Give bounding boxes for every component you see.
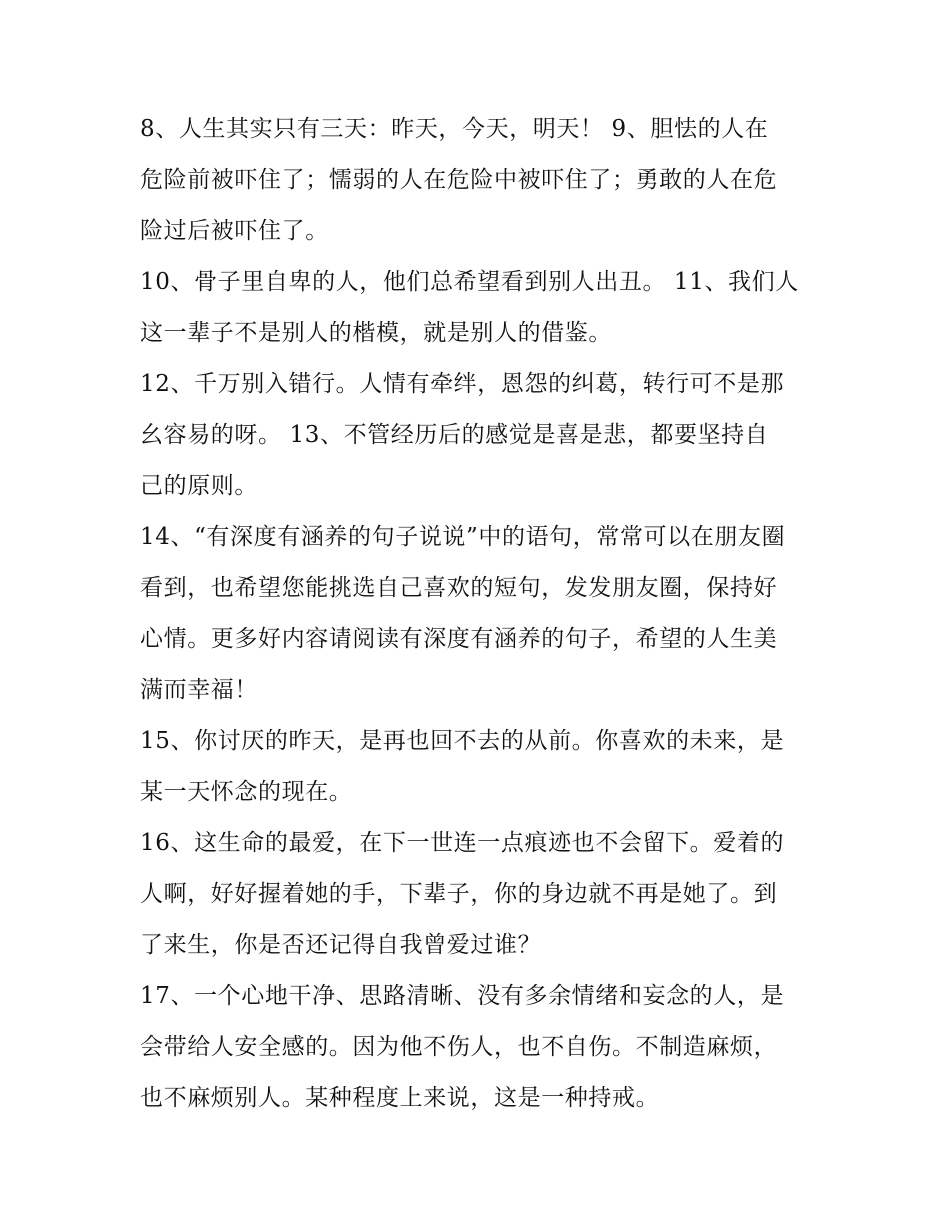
document-body [140, 104, 820, 1124]
text-line: 16、这生命的最爱，在下一世连一点痕迹也不会留下。爱着的 [140, 830, 785, 856]
text-line: 8、人生其实只有三天：昨天，今天，明天！ 9、胆怯的人在 [140, 116, 769, 142]
text-line: 看到，也希望您能挑选自己喜欢的短句，发发朋友圈，保持好 [140, 575, 778, 601]
text-line: 了来生，你是否还记得自我曾爱过谁？ [140, 932, 542, 958]
paragraph-12-13 [140, 359, 820, 512]
text-line: 心情。更多好内容请阅读有深度有涵养的句子，希望的人生美 [140, 626, 778, 652]
text-line: 满而幸福！ [140, 677, 258, 703]
text-line: 人啊，好好握着她的手，下辈子，你的身边就不再是她了。到 [140, 881, 778, 907]
paragraph-14 [140, 512, 820, 716]
text-line: 这一辈子不是别人的楷模，就是别人的借鉴。 [140, 320, 612, 346]
paragraph-8-9 [140, 104, 820, 257]
text-line: 会带给人安全感的。因为他不伤人，也不自伤。不制造麻烦， [140, 1034, 778, 1060]
text-line: 12、千万别入错行。人情有牵绊，恩怨的纠葛，转行可不是那 [140, 371, 785, 397]
text-line: 幺容易的呀。 13、不管经历后的感觉是喜是悲，都要坚持自 [140, 422, 769, 448]
text-line: 险过后被吓住了。 [140, 218, 329, 244]
paragraph-17 [140, 971, 820, 1124]
text-line: 也不麻烦别人。某种程度上来说，这是一种持戒。 [140, 1085, 660, 1111]
text-line: 己的原则。 [140, 473, 258, 499]
text-line: 危险前被吓住了；懦弱的人在危险中被吓住了；勇敢的人在危 [140, 167, 778, 193]
text-line: 15、你讨厌的昨天，是再也回不去的从前。你喜欢的未来，是 [140, 728, 785, 754]
paragraph-16 [140, 818, 820, 971]
text-line: 17、一个心地干净、思路清晰、没有多余情绪和妄念的人，是 [140, 983, 785, 1009]
paragraph-10-11 [140, 257, 820, 359]
text-line: 14、“有深度有涵养的句子说说”中的语句，常常可以在朋友圈 [140, 524, 786, 550]
text-line: 10、骨子里自卑的人，他们总希望看到别人出丑。 11、我们人 [140, 269, 799, 295]
paragraph-15 [140, 716, 820, 818]
text-line: 某一天怀念的现在。 [140, 779, 353, 805]
